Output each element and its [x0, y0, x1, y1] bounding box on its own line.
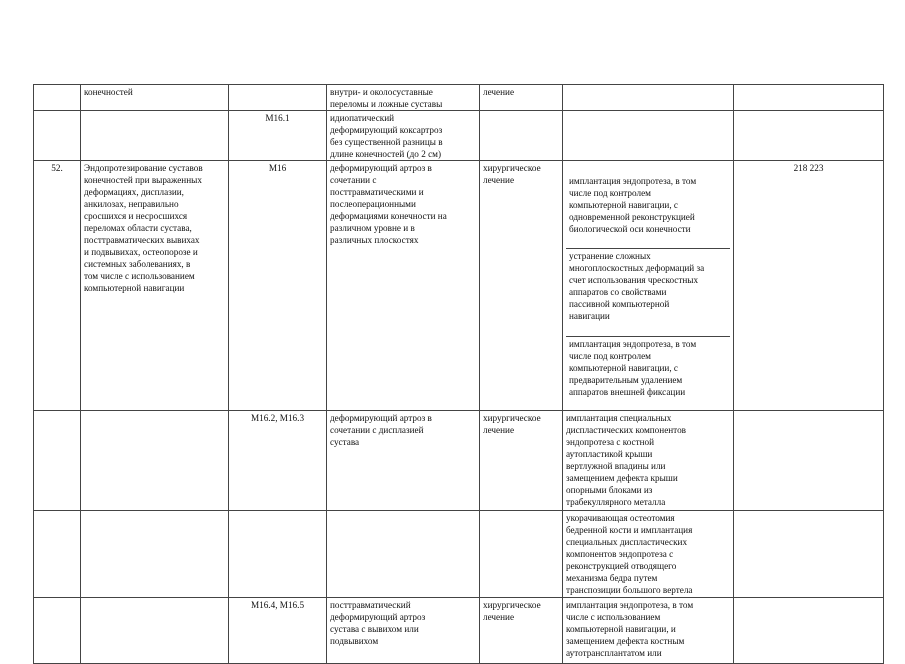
treatment-type-cell: хирургическое лечение: [480, 598, 563, 664]
treatment-method-cell: [563, 85, 734, 111]
cost-cell: [734, 598, 884, 664]
treatment-type-cell: [480, 111, 563, 161]
treatment-method-cell: [563, 111, 734, 161]
treatment-method-cell: [563, 161, 734, 411]
medical-care-table: [33, 84, 884, 664]
treatment-type-cell: [480, 511, 563, 598]
table-row: [34, 598, 884, 664]
treatment-method-text: имплантация эндопротеза, в том числе под контролем компьютерной навигации, с предварительным удалением аппаратов внешней фиксации: [566, 336, 730, 398]
treatment-method-text: имплантация эндопротеза, в том числе под контролем компьютерной навигации, с одновременной реконструкцией биологической оси конечности: [569, 176, 697, 234]
care-type-cell: [81, 511, 229, 598]
care-type-cell: [81, 598, 229, 664]
icd-code-cell: M16: [229, 161, 327, 411]
table-row: [34, 411, 884, 511]
cost-cell: [734, 85, 884, 111]
cost-cell: 218 223: [734, 161, 884, 411]
icd-code-cell: M16.2, M16.3: [229, 411, 327, 511]
row-number-cell: 52.: [34, 161, 81, 411]
care-type-cell: [81, 111, 229, 161]
cost-cell: [734, 511, 884, 598]
cost-cell: [734, 111, 884, 161]
treatment-method-cell: укорачивающая остеотомия бедренной кости и имплантация специальных диспластических компонентов эндопротеза с реконструкцией отводящего механизма бедра путем транспозиции большого вертела: [563, 511, 734, 598]
icd-code-cell: M16.1: [229, 111, 327, 161]
row-number-cell: [34, 85, 81, 111]
patient-model-cell: деформирующий артроз в сочетании с посттравматическими и послеоперационными деформациями конечности на различном уровне и в различных плоскостях: [327, 161, 480, 411]
care-type-cell: Эндопротезирование суставов конечностей при выраженных деформациях, дисплазии, анкилозах, неправильно сросшихся и несросшихся переломах области сустава, посттравматических вывихах и подвывихах, остеопорозе и системных заболеваниях, в том числе с использованием компьютерной навигации: [81, 161, 229, 411]
table-row: [34, 85, 884, 111]
care-type-cell: [81, 411, 229, 511]
treatment-method-cell: имплантация специальных диспластических компонентов эндопротеза с костной аутопластикой крыши вертлужной впадины или замещением дефекта крыши опорными блоками из трабекуллярного металла: [563, 411, 734, 511]
icd-code-cell: [229, 85, 327, 111]
icd-code-cell: M16.4, M16.5: [229, 598, 327, 664]
cost-cell: [734, 411, 884, 511]
row-number-cell: [34, 511, 81, 598]
patient-model-cell: деформирующий артроз в сочетании с дисплазией сустава: [327, 411, 480, 511]
care-type-cell: конечностей: [81, 85, 229, 111]
row-number-cell: [34, 411, 81, 511]
treatment-method-text: устранение сложных многоплоскостных деформаций за счет использования чрескостных аппаратов со свойствами пассивной компьютерной навигации: [566, 248, 730, 324]
patient-model-cell: внутри- и околосуставные переломы и ложные суставы: [327, 85, 480, 111]
patient-model-cell: идиопатический деформирующий коксартроз без существенной разницы в длине конечностей (до 2 см): [327, 111, 480, 161]
treatment-method-cell: имплантация эндопротеза, в том числе с использованием компьютерной навигации, и замещением дефекта костным аутотрансплантатом или: [563, 598, 734, 664]
table-row: [34, 511, 884, 598]
treatment-type-cell: хирургическое лечение: [480, 411, 563, 511]
table-row: [34, 111, 884, 161]
patient-model-cell: посттравматический деформирующий артроз сустава с вывихом или подвывихом: [327, 598, 480, 664]
row-number-cell: [34, 111, 81, 161]
patient-model-cell: [327, 511, 480, 598]
table-row: [34, 161, 884, 411]
row-number-cell: [34, 598, 81, 664]
treatment-type-cell: лечение: [480, 85, 563, 111]
icd-code-cell: [229, 511, 327, 598]
treatment-type-cell: хирургическое лечение: [480, 161, 563, 411]
